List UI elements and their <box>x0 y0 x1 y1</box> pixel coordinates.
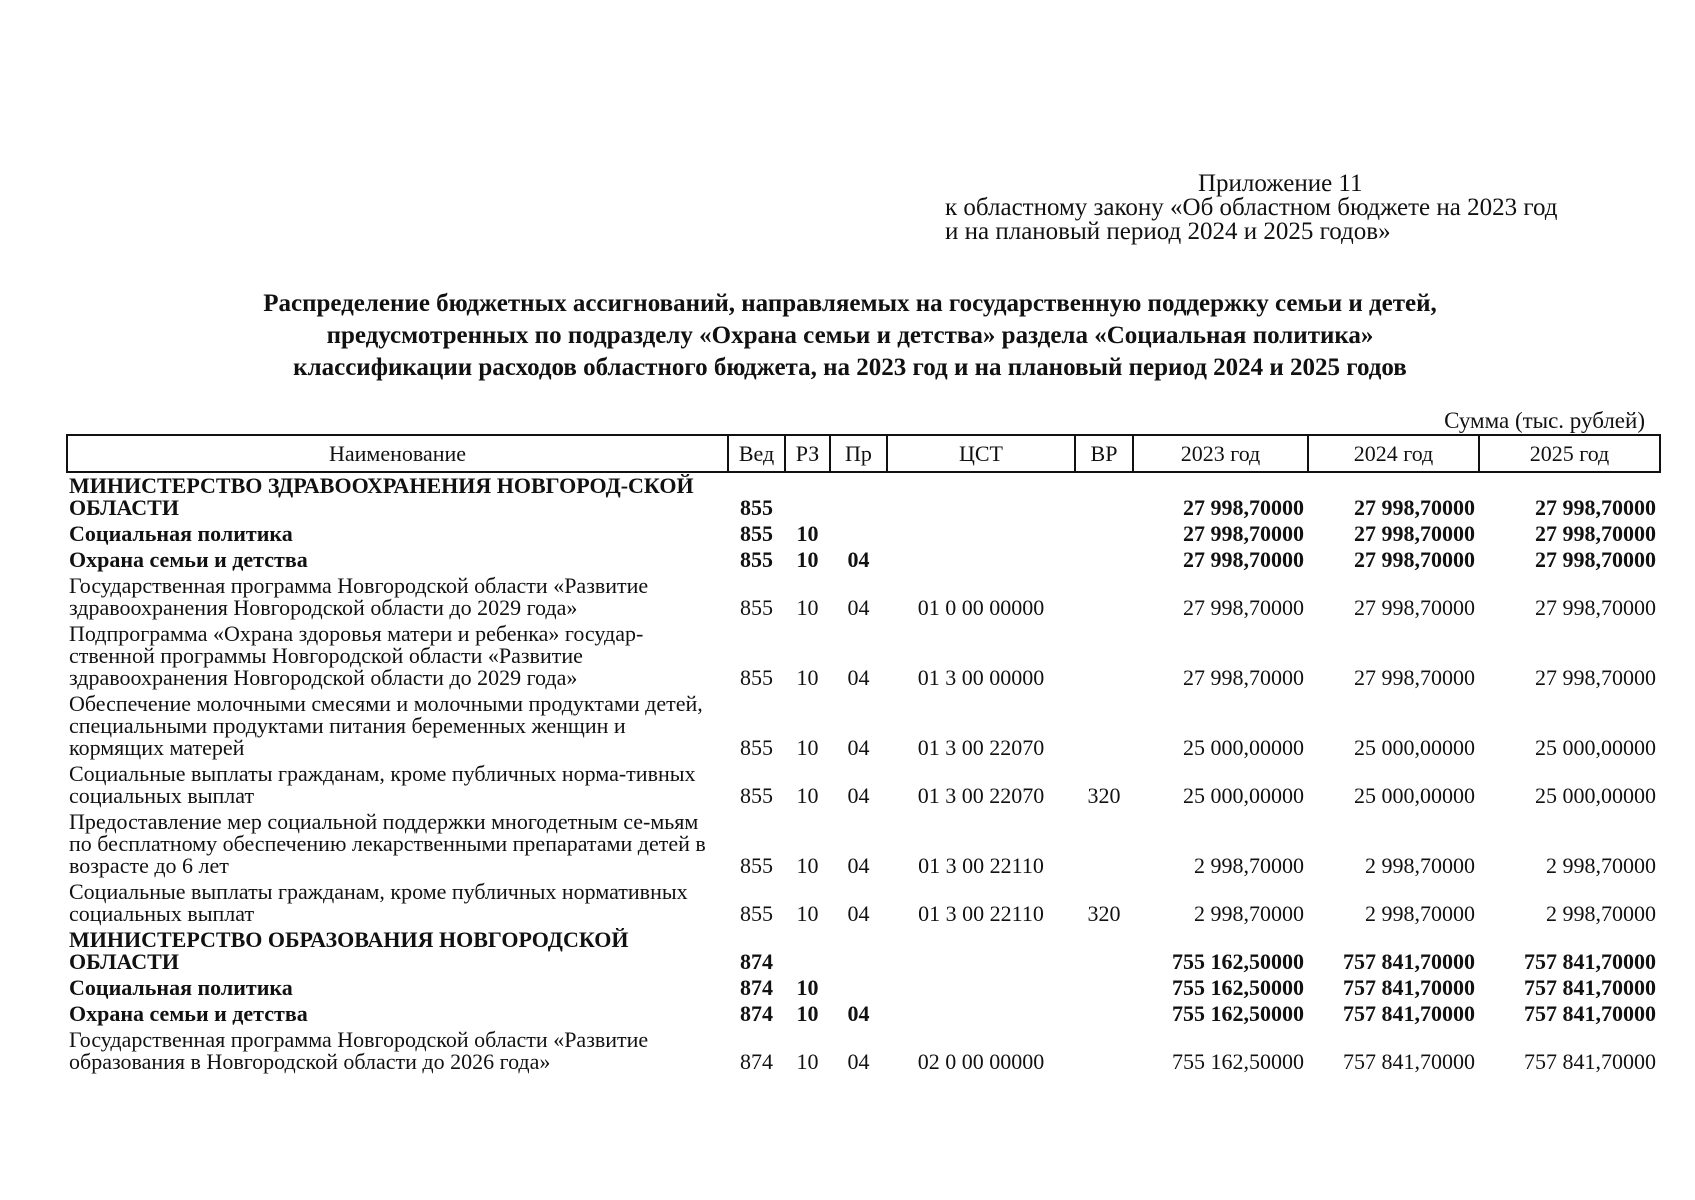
table-row <box>67 472 1660 521</box>
table-row <box>67 975 1660 1001</box>
cell-vr: 320 <box>1087 783 1121 808</box>
table-row <box>67 879 1660 927</box>
cell-2023: 25 000,00000 <box>1183 783 1304 808</box>
cell-rz <box>785 472 830 521</box>
table-row <box>67 691 1660 761</box>
cell-cst: 01 3 00 22110 <box>918 901 1044 926</box>
table-body <box>67 472 1660 1075</box>
cell-2023: 27 998,70000 <box>1183 595 1304 620</box>
cell-2023: 755 162,50000 <box>1172 1049 1304 1074</box>
cell-vr: 320 <box>1087 901 1121 926</box>
cell-2024: 25 000,00000 <box>1354 783 1475 808</box>
cell-ved: 855 <box>740 495 773 520</box>
cell-rz: 10 <box>796 665 819 690</box>
cell-rz: 10 <box>796 1001 819 1026</box>
cell-ved: 855 <box>740 853 773 878</box>
header-cst: ЦСТ <box>887 435 1075 472</box>
cell-cst: 01 3 00 22070 <box>917 735 1045 760</box>
document-title <box>60 288 1640 384</box>
cell-ved: 855 <box>740 547 773 572</box>
cell-cst <box>887 472 1075 521</box>
table-row <box>67 1027 1660 1075</box>
cell-ved: 874 <box>740 1001 773 1026</box>
cell-2025: 25 000,00000 <box>1535 735 1656 760</box>
cell-2024: 27 998,70000 <box>1354 521 1475 546</box>
cell-vr <box>1075 573 1133 621</box>
cell-2025: 27 998,70000 <box>1535 495 1656 520</box>
cell-vr <box>1075 547 1133 573</box>
cell-cst: 01 0 00 00000 <box>917 595 1045 620</box>
cell-2024: 757 841,70000 <box>1343 975 1475 1000</box>
cell-name: Социальные выплаты гражданам, кроме публичных норма-тивных социальных выплат <box>69 761 696 808</box>
cell-cst <box>887 1001 1075 1027</box>
cell-vr <box>1075 691 1133 761</box>
header-vr: ВР <box>1075 435 1133 472</box>
cell-vr <box>1075 1001 1133 1027</box>
cell-pr: 04 <box>847 901 870 926</box>
cell-2024: 757 841,70000 <box>1343 949 1475 974</box>
table-row <box>67 809 1660 879</box>
cell-2025: 27 998,70000 <box>1535 665 1656 690</box>
cell-cst <box>887 927 1075 975</box>
cell-vr <box>1075 621 1133 691</box>
cell-2025: 27 998,70000 <box>1535 547 1656 572</box>
appendix-law-line1: к областному закону «Об областном бюджете на 2023 год <box>945 194 1558 221</box>
cell-pr <box>830 472 887 521</box>
cell-rz <box>785 927 830 975</box>
title-line-3: классификации расходов областного бюджета, на 2023 год и на плановый период 2024 и 2025 годов <box>293 354 1407 381</box>
header-2025: 2025 год <box>1479 435 1660 472</box>
cell-name: Предоставление мер социальной поддержки многодетным се-мьям по бесплатному обеспечению лекарственными препаратами детей в возрасте до 6 лет <box>69 809 706 878</box>
cell-pr <box>830 927 887 975</box>
cell-rz: 10 <box>796 1049 819 1074</box>
cell-2024: 27 998,70000 <box>1354 547 1475 572</box>
cell-name: МИНИСТЕРСТВО ОБРАЗОВАНИЯ НОВГОРОДСКОЙ ОБЛАСТИ <box>69 927 629 974</box>
appendix-number: Приложение 11 <box>1198 170 1363 197</box>
cell-pr: 04 <box>847 665 870 690</box>
appendix-law-line2: и на плановый период 2024 и 2025 годов» <box>945 218 1391 245</box>
cell-pr: 04 <box>847 1001 870 1026</box>
cell-cst <box>887 975 1075 1001</box>
header-2023: 2023 год <box>1133 435 1308 472</box>
cell-cst: 01 3 00 22110 <box>918 853 1044 878</box>
header-rz: РЗ <box>785 435 830 472</box>
title-line-1: Распределение бюджетных ассигнований, направляемых на государственную поддержку семьи и детей, <box>263 290 1437 317</box>
cell-2024: 2 998,70000 <box>1365 901 1475 926</box>
cell-2025: 25 000,00000 <box>1535 783 1656 808</box>
cell-2024: 27 998,70000 <box>1354 665 1475 690</box>
cell-ved: 855 <box>740 783 773 808</box>
cell-2023: 755 162,50000 <box>1172 1001 1304 1026</box>
cell-2025: 757 841,70000 <box>1524 1001 1656 1026</box>
cell-name: Обеспечение молочными смесями и молочными продуктами детей, специальными продуктами питания беременных женщин и кормящих матерей <box>69 691 703 760</box>
header-name: Наименование <box>67 435 728 472</box>
cell-vr <box>1075 1027 1133 1075</box>
cell-2024: 2 998,70000 <box>1365 853 1475 878</box>
budget-table <box>66 434 1661 1075</box>
cell-name: Подпрограмма «Охрана здоровья матери и ребенка» государ-ственной программы Новгородской области «Развитие здравоохранения Новгородской области до 2029 года» <box>69 621 644 690</box>
cell-cst <box>887 547 1075 573</box>
cell-ved: 855 <box>740 665 773 690</box>
table-row <box>67 621 1660 691</box>
cell-2023: 2 998,70000 <box>1194 853 1304 878</box>
cell-pr: 04 <box>847 735 870 760</box>
cell-pr: 04 <box>847 547 870 572</box>
cell-ved: 855 <box>740 595 773 620</box>
cell-pr: 04 <box>847 1049 870 1074</box>
cell-name: Государственная программа Новгородской области «Развитие здравоохранения Новгородской области до 2029 года» <box>69 573 649 620</box>
cell-rz: 10 <box>796 521 819 546</box>
table-row <box>67 927 1660 975</box>
cell-cst: 02 0 00 00000 <box>917 1049 1045 1074</box>
header-ved: Вед <box>728 435 785 472</box>
table-row <box>67 761 1660 809</box>
header-2024: 2024 год <box>1308 435 1479 472</box>
cell-2025: 757 841,70000 <box>1524 1049 1656 1074</box>
title-line-2: предусмотренных по подразделу «Охрана семьи и детства» раздела «Социальная политика» <box>326 322 1374 349</box>
cell-2024: 27 998,70000 <box>1354 495 1475 520</box>
table-row <box>67 1001 1660 1027</box>
cell-vr <box>1075 521 1133 547</box>
cell-rz: 10 <box>796 547 819 572</box>
cell-cst <box>887 521 1075 547</box>
cell-2023: 27 998,70000 <box>1183 547 1304 572</box>
cell-rz: 10 <box>796 783 819 808</box>
cell-pr: 04 <box>847 595 870 620</box>
cell-rz: 10 <box>796 853 819 878</box>
cell-pr <box>830 521 887 547</box>
header-pr: Пр <box>830 435 887 472</box>
cell-2025: 757 841,70000 <box>1524 975 1656 1000</box>
cell-2023: 25 000,00000 <box>1183 735 1304 760</box>
cell-vr <box>1075 472 1133 521</box>
unit-label: Сумма (тыс. рублей) <box>1444 408 1645 433</box>
cell-2023: 27 998,70000 <box>1183 495 1304 520</box>
appendix-note <box>945 172 1665 244</box>
cell-pr: 04 <box>847 783 870 808</box>
cell-2024: 27 998,70000 <box>1354 595 1475 620</box>
cell-pr: 04 <box>847 853 870 878</box>
cell-2024: 757 841,70000 <box>1343 1001 1475 1026</box>
cell-ved: 874 <box>740 975 773 1000</box>
cell-name: Социальная политика <box>69 975 293 1000</box>
cell-name: Охрана семьи и детства <box>69 547 308 572</box>
cell-name: Социальные выплаты гражданам, кроме публичных нормативных социальных выплат <box>69 879 688 926</box>
cell-2023: 27 998,70000 <box>1183 521 1304 546</box>
cell-ved: 855 <box>740 521 773 546</box>
cell-name: МИНИСТЕРСТВО ЗДРАВООХРАНЕНИЯ НОВГОРОД-СКОЙ ОБЛАСТИ <box>69 473 694 520</box>
cell-2024: 757 841,70000 <box>1343 1049 1475 1074</box>
cell-2025: 27 998,70000 <box>1535 595 1656 620</box>
cell-ved: 874 <box>740 1049 773 1074</box>
cell-rz: 10 <box>796 595 819 620</box>
cell-ved: 874 <box>740 949 773 974</box>
cell-vr <box>1075 975 1133 1001</box>
cell-ved: 855 <box>740 735 773 760</box>
cell-rz: 10 <box>796 975 819 1000</box>
cell-2023: 755 162,50000 <box>1172 975 1304 1000</box>
cell-2023: 755 162,50000 <box>1172 949 1304 974</box>
cell-pr <box>830 975 887 1001</box>
cell-name: Государственная программа Новгородской области «Развитие образования в Новгородской области до 2026 года» <box>69 1027 649 1074</box>
cell-2024: 25 000,00000 <box>1354 735 1475 760</box>
cell-2025: 2 998,70000 <box>1546 901 1656 926</box>
cell-ved: 855 <box>740 901 773 926</box>
cell-cst: 01 3 00 00000 <box>917 665 1045 690</box>
table-header-row <box>67 435 1660 472</box>
table-row <box>67 547 1660 573</box>
cell-vr <box>1075 809 1133 879</box>
cell-rz: 10 <box>796 735 819 760</box>
table-row <box>67 573 1660 621</box>
cell-2023: 27 998,70000 <box>1183 665 1304 690</box>
cell-name: Охрана семьи и детства <box>69 1001 308 1026</box>
table-row <box>67 521 1660 547</box>
cell-cst: 01 3 00 22070 <box>917 783 1045 808</box>
cell-2023: 2 998,70000 <box>1194 901 1304 926</box>
cell-2025: 2 998,70000 <box>1546 853 1656 878</box>
cell-2025: 27 998,70000 <box>1535 521 1656 546</box>
cell-rz: 10 <box>796 901 819 926</box>
cell-2025: 757 841,70000 <box>1524 949 1656 974</box>
cell-vr <box>1075 927 1133 975</box>
cell-name: Социальная политика <box>69 521 293 546</box>
